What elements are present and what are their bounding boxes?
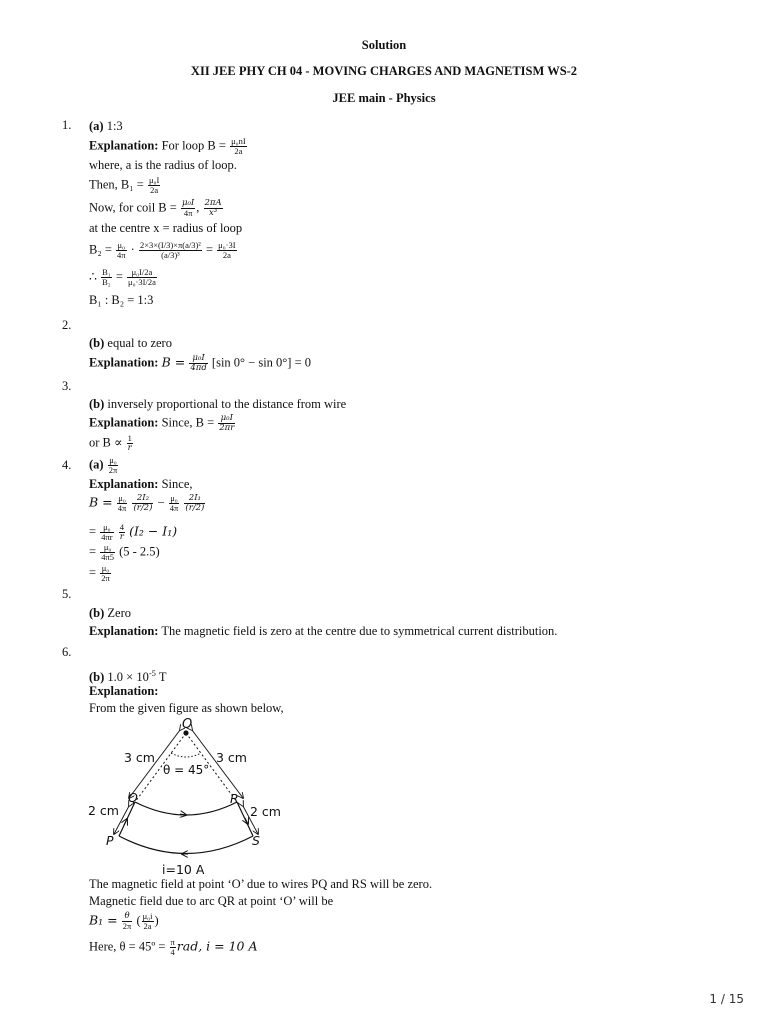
q1-answer bbox=[89, 118, 123, 134]
q2-answer bbox=[89, 335, 172, 351]
label-3cm-left: 3 cm bbox=[124, 750, 155, 765]
q1-line-8: B₁ : B₂ = 1:3 bbox=[89, 293, 154, 307]
label-3cm-right: 3 cm bbox=[216, 750, 247, 765]
q1-answer-text: 1:3 bbox=[106, 119, 123, 133]
question-number-2: 2. bbox=[62, 318, 72, 332]
question-number-1: 1. bbox=[62, 118, 72, 132]
label-angle: θ = 45° bbox=[163, 763, 210, 777]
fraction: $\frac{\pi}{4}$ bbox=[170, 937, 175, 957]
label-2cm-left: 2 cm bbox=[88, 803, 119, 818]
label-q: Q bbox=[128, 790, 138, 805]
fraction: $\frac{\text{μ₀i}}{2a}$ bbox=[142, 911, 153, 931]
fraction: $\frac{\text{μ₀I/2a}}{\text{μ₀·3I/2a}}$ bbox=[128, 267, 156, 287]
question-number-6: 6. bbox=[62, 645, 72, 659]
question-number-4: 4. bbox=[62, 458, 72, 472]
q4-answer bbox=[89, 456, 119, 475]
q1-line-3: Then, B₁ = $\frac{\text{μ₀I}}{2a}$ bbox=[89, 175, 160, 195]
q5-answer-text: Zero bbox=[107, 606, 132, 620]
q5-explanation-line: Explanation: The magnetic field is zero at the centre due to symmetrical current distribution. bbox=[89, 624, 558, 638]
label-s: S bbox=[252, 833, 260, 848]
label-r: R bbox=[230, 791, 239, 806]
fraction: $\frac{1}{r}$ bbox=[127, 433, 132, 453]
question-number-3: 3. bbox=[62, 379, 72, 393]
fraction: $\frac{\text{2I₁}}{(r/2)}$ bbox=[185, 493, 205, 513]
q6-line-3: Magnetic field due to arc QR at point ‘O’ will be bbox=[89, 894, 334, 908]
q4-explanation-label: Explanation: bbox=[89, 477, 159, 491]
fraction: $\frac{\text{μ₀}}{4\pi}$ bbox=[117, 240, 126, 260]
q5-option: (b) bbox=[89, 606, 105, 620]
fraction: $\frac{\text{μ₀}}{4\pi}$ bbox=[117, 493, 127, 513]
fraction: $\frac{\text{μ₀nI}}{2a}$ bbox=[231, 136, 246, 156]
q4-line-3: = $\frac{\text{μ₀}}{4\pi r}$ $\frac{4}{r}$ (I₂ − I₁) bbox=[89, 522, 178, 542]
q5-answer bbox=[89, 605, 131, 621]
q1-line-5: at the centre x = radius of loop bbox=[89, 221, 243, 235]
fraction: $\frac{\text{μ₀}}{4\pi}$ bbox=[169, 493, 179, 513]
arc-current-figure bbox=[86, 716, 286, 878]
q1-line-4: Now, for coil B = $\frac{\text{μ₀I}}{4\pi}$ , $\frac{2\pi A}{\text{x³}}$ bbox=[89, 198, 222, 218]
fraction: $\frac{\text{μ₀·3I}}{2a}$ bbox=[218, 240, 236, 260]
q3-line-2: or B ∝ $\frac{1}{r}$ bbox=[89, 433, 132, 453]
fraction: $\frac{\text{2I₂}}{(r/2)}$ bbox=[133, 493, 153, 513]
q2-explanation-line: Explanation: B = $\frac{\text{μ₀I}}{4\pi d}$ [sin 0° − sin 0°] = 0 bbox=[89, 353, 312, 373]
q6-explanation-label: Explanation: bbox=[89, 684, 159, 698]
q2-option: (b) bbox=[89, 336, 105, 350]
q4-line-5: = $\frac{\text{μ₀}}{2\pi}$ bbox=[89, 563, 110, 583]
fraction: $\frac{\text{μ₀I}}{4\pi}$ bbox=[181, 198, 195, 218]
fraction: $\frac{\text{2×3×(I/3)×π(a/3)²}}{\text{(a/3)³}}$ bbox=[139, 240, 201, 260]
q2-explanation-label: Explanation: bbox=[89, 355, 159, 370]
fraction: $\frac{\text{μ₀}}{2\pi}$ bbox=[108, 455, 118, 475]
fraction: $\frac{\text{μ₀}}{4\pi r}$ bbox=[101, 522, 113, 542]
question-number-5: 5. bbox=[62, 587, 72, 601]
q4-line-4: = $\frac{\text{μ₀}}{4\pi 5}$ (5 - 2.5) bbox=[89, 542, 160, 562]
q1-line-2: where, a is the radius of loop. bbox=[89, 158, 237, 172]
q1-explanation-label: Explanation: bbox=[89, 138, 159, 153]
fraction: $\frac{\text{B₁}}{\text{B₂}}$ bbox=[102, 267, 111, 287]
q4-option: (a) bbox=[89, 457, 104, 472]
q1-option: (a) bbox=[89, 119, 104, 133]
q6-line-4: B₁ = $\frac{\theta}{2\pi}$ ( $\frac{\text{μ₀i}}{2a}$ ) bbox=[89, 911, 159, 931]
section-title: JEE main - Physics bbox=[332, 91, 436, 105]
fraction: $\frac{\text{μ₀I}}{2a}$ bbox=[148, 175, 160, 195]
q3-option: (b) bbox=[89, 397, 105, 411]
fraction: $\frac{\theta}{2\pi}$ bbox=[122, 911, 132, 931]
q6-line-1: From the given figure as shown below, bbox=[89, 701, 284, 715]
q5-explanation-label: Explanation: bbox=[89, 624, 159, 638]
arc-qr bbox=[135, 802, 237, 815]
fraction: $\frac{\text{μ₀}}{4\pi 5}$ bbox=[101, 542, 114, 562]
q1-line-7: ∴ $\frac{\text{B₁}}{\text{B₂}}$ = $\frac{\text{μ₀I/2a}}{\text{μ₀·3I/2a}}$ bbox=[89, 267, 156, 287]
q4-line-2: B = $\frac{\text{μ₀}}{4\pi}$ $\frac{\text{2I₂}}{(r/2)}$ − $\frac{\text{μ₀}}{4\pi}$ $\frac{\text{2I₁}}{(r/2)}$ bbox=[89, 493, 205, 513]
label-2cm-right: 2 cm bbox=[250, 804, 281, 819]
arc-ps bbox=[119, 836, 253, 854]
q1-line-6: B₂ = $\frac{\text{μ₀}}{4\pi}$ · $\frac{\text{2×3×(I/3)×π(a/3)²}}{\text{(a/3)³}}$ = $\frac{\text{μ₀·3I}}{2a}$ bbox=[89, 240, 236, 260]
fraction: $\frac{2\pi A}{\text{x³}}$ bbox=[204, 198, 222, 218]
q6-explanation-label-line bbox=[89, 683, 158, 699]
q1-text: For loop B = bbox=[161, 138, 226, 153]
q3-explanation-line: Explanation: Since, B = $\frac{\text{μ₀I}}{2\pi r}$ bbox=[89, 413, 235, 433]
label-current: i=10 A bbox=[162, 862, 205, 877]
page-title: Solution bbox=[361, 38, 407, 52]
q3-answer-text: inversely proportional to the distance from wire bbox=[107, 397, 347, 411]
q3-explanation-label: Explanation: bbox=[89, 415, 159, 430]
worksheet-title: XII JEE PHY CH 04 - MOVING CHARGES AND MAGNETISM WS-2 bbox=[190, 64, 578, 78]
q3-answer bbox=[89, 396, 346, 412]
fraction: $\frac{4}{r}$ bbox=[119, 522, 124, 542]
q6-line-5: Here, θ = 45º = $\frac{\pi}{4}$ rad, i = 10 A bbox=[89, 937, 258, 957]
q6-answer: (b) $1.0 \times 10^{-5}$ T bbox=[89, 668, 167, 685]
label-o: O bbox=[182, 717, 193, 732]
fraction: $\frac{\text{μ₀}}{2\pi}$ bbox=[101, 563, 110, 583]
label-p: P bbox=[106, 833, 114, 848]
q4-explanation-line: Explanation: Since, bbox=[89, 477, 193, 491]
fraction: $\frac{\text{μ₀I}}{4\pi d}$ bbox=[190, 353, 207, 373]
q1-explanation-line bbox=[89, 137, 248, 156]
q2-answer-text: equal to zero bbox=[107, 336, 172, 350]
q6-line-2: The magnetic field at point ‘O’ due to wires PQ and RS will be zero. bbox=[89, 877, 433, 891]
page-number: 1 / 15 bbox=[709, 992, 744, 1006]
fraction: $\frac{\text{μ₀I}}{2\pi r}$ bbox=[219, 413, 235, 433]
q6-option: (b) bbox=[89, 670, 105, 685]
